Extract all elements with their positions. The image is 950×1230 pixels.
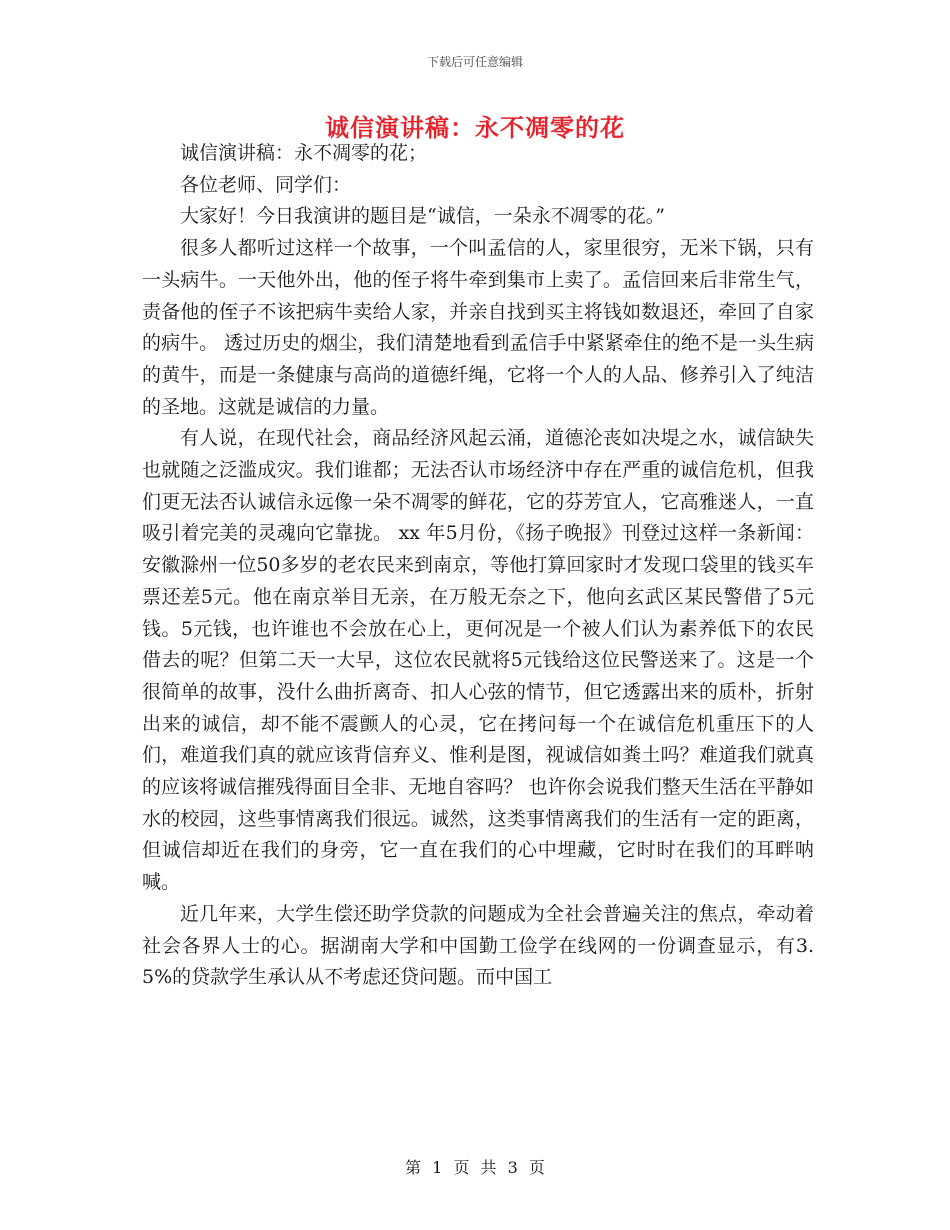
paragraph-loans: 近几年来，大学生偿还助学贷款的问题成为全社会普遍关注的焦点，牵动着社会各界人士的心。据湖南大学和中国勤工俭学在线网的一份调查显示，有3.5%的贷款学生承认从不考虑还贷问题。而中国工 [142,902,814,989]
page-header-note: 下载后可任意编辑 [426,55,523,69]
document-title: 诚信演讲稿：永不凋零的花 [325,113,625,142]
page-number-indicator: 第 1 页 共 3 页 [405,1158,545,1177]
paragraph-greeting: 大家好！今日我演讲的题目是“诚信，一朵永不凋零的花。” [180,205,665,228]
paragraph-salutation: 各位老师、同学们： [180,173,352,196]
paragraph-story: 很多人都听过这样一个故事，一个叫孟信的人，家里很穷，无米下锅，只有一头病牛。一天他外出，他的侄子将牛牵到集市上卖了。孟信回来后非常生气，责备他的侄子不该把病牛卖给人家，并亲自找到买主将钱如数退还，牵回了自家的病牛。 透过历史的烟尘，我们清楚地看到孟信手中紧紧牵住的绝不是一头生病的黄牛，而是一条健康与高尚的道德纤绳，它将一个人的人品、修养引入了纯洁的圣地。这就是诚信的力量。 [142,237,814,418]
paragraph-news: 有人说，在现代社会，商品经济风起云涌，道德沦丧如决堤之水，诚信缺失也就随之泛滥成灾。我们谁都；无法否认市场经济中存在严重的诚信危机，但我们更无法否认诚信永远像一朵不凋零的鲜花，它的芬芳宜人，它高雅迷人，一直吸引着完美的灵魂向它靠拢。 xx 年5月份，《扬子晚报》刊登过这样一条新闻：安徽滁州一位50多岁的老农民来到南京，等他打算回家时才发现口袋里的钱买车票还差5元。他在南京举目无亲，在万般无奈之下，他向玄武区某民警借了5元钱。5元钱，也许谁也不会放在心上，更何况是一个被人们认为素养低下的农民借去的呢？但第二天一大早，这位农民就将5元钱给这位民警送来了。这是一个很简单的故事，没什么曲折离奇、扣人心弦的情节，但它透露出来的质朴，折射出来的诚信，却不能不震颤人的心灵，它在拷问每一个在诚信危机重压下的人们，难道我们真的就应该背信弃义、惟利是图，视诚信如粪土吗？难道我们就真的应该将诚信摧残得面目全非、无地自容吗？ 也许你会说我们整天生活在平静如水的校园，这些事情离我们很远。诚然，这类事情离我们的生活有一定的距离，但诚信却近在我们的身旁，它一直在我们的心中埋藏，它时时在我们的耳畔呐喊。 [142,427,814,894]
document-body [142,138,814,994]
paragraph-subtitle: 诚信演讲稿：永不凋零的花； [180,142,428,164]
